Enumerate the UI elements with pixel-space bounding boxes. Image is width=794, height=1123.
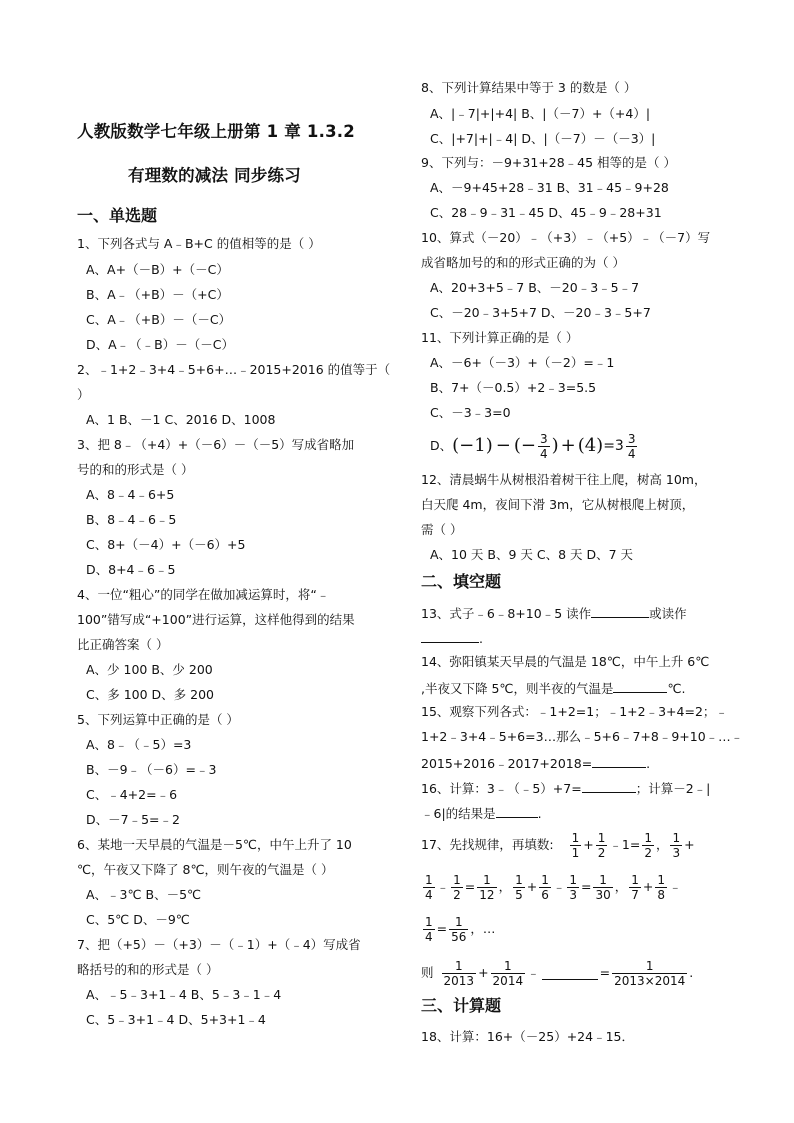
q17-frac-1-12 — [477, 873, 496, 902]
q10-options-cd: C、－20﹣3+5+7 D、－20﹣3﹣5+7 — [430, 305, 651, 320]
q14-stem-cont — [421, 679, 685, 697]
q11-d-frac-num: 3 — [539, 431, 548, 446]
q6-options-cd: C、5℃ D、－9℃ — [86, 912, 190, 927]
q17-num: 1 — [672, 830, 681, 845]
q17-num: 1 — [425, 872, 433, 887]
q5-option-b: B、－9﹣（－6）=﹣3 — [86, 762, 217, 777]
q17-end: . — [689, 965, 694, 980]
q17-blank[interactable] — [542, 966, 598, 980]
q16-blank-2[interactable] — [496, 804, 538, 818]
q17-frac-1-2 — [596, 831, 608, 860]
q11-d-result-fraction — [626, 432, 638, 461]
q16-stem-1b: ；计算－2﹣| — [635, 781, 711, 796]
q17-minus: ﹣ — [552, 879, 566, 894]
q17-den: 4 — [425, 929, 433, 944]
q17-den: 1 — [571, 845, 580, 860]
q8-options-cd: C、|+7|+|﹣4| D、|（－7）－（－3）| — [430, 131, 656, 146]
q1-stem: 1、下列各式与 A﹣B+C 的值相等的是（ ） — [77, 236, 321, 251]
q17-plus: + — [642, 879, 654, 894]
q16-blank-1[interactable] — [582, 779, 636, 793]
q17-frac-1-6 — [539, 873, 551, 902]
q17-frac-1-30 — [593, 873, 612, 902]
q11-d-frac-den: 4 — [539, 446, 548, 461]
q3-option-b: B、8﹣4﹣6﹣5 — [86, 512, 177, 527]
q13-stem-cont — [421, 629, 483, 647]
q17-num: 1 — [491, 959, 526, 974]
q8-stem: 8、下列计算结果中等于 3 的数是（ ） — [421, 80, 637, 95]
q7-stem-cont: 略括号的和的形式是（ ） — [77, 962, 219, 977]
q7-options-cd: C、5﹣3+1﹣4 D、5+3+1﹣4 — [86, 1012, 266, 1027]
q14-blank[interactable] — [613, 679, 667, 693]
q7-stem: 7、把（+5）－（+3）－（﹣1）+（﹣4）写成省 — [77, 937, 361, 952]
q11-d-close: ) — [551, 435, 559, 456]
section-fill-in: 二、填空题 — [421, 572, 502, 591]
q16-stem-cont — [421, 804, 542, 822]
q17-eq: = — [599, 965, 611, 980]
q17-den: 2 — [644, 845, 652, 860]
q17-row-1 — [421, 828, 695, 862]
q2-stem-cont: ） — [77, 387, 90, 402]
q14-stem: 14、弥阳镇某天早晨的气温是 18℃，中午上升 6℃ — [421, 654, 710, 669]
q17-num: 1 — [425, 914, 433, 929]
page-subtitle: 有理数的减法 同步练习 — [128, 166, 301, 185]
q5-option-a: A、8﹣（﹣5）=3 — [86, 737, 192, 752]
q17-num: 1 — [569, 872, 577, 887]
q4-stem: 4、一位“粗心”的同学在做加减运算时，将“﹣ — [77, 587, 330, 602]
q12-options: A、10 天 B、9 天 C、8 天 D、7 天 — [430, 547, 634, 562]
q15-stem-3a: 2015+2016﹣2017+2018= — [421, 756, 593, 771]
q11-d-equals: =3 — [603, 438, 624, 454]
q17-minus: ﹣ — [436, 879, 450, 894]
q6-options-ab: A、﹣3℃ B、－5℃ — [86, 887, 202, 902]
q3-option-d: D、8+4﹣6﹣5 — [86, 562, 176, 577]
q17-eq: = — [436, 921, 448, 936]
q17-num: 1 — [631, 872, 639, 887]
q17-num: 1 — [644, 830, 652, 845]
q17-minus-one-eq: ﹣1= — [609, 837, 641, 852]
q15-stem-3b: . — [646, 756, 651, 771]
q18-stem: 18、计算：16+（－25）+24﹣15． — [421, 1029, 634, 1044]
q11-d-term-a: (−1) — [452, 435, 493, 456]
q17-num: 1 — [657, 872, 666, 887]
q17-den: 2014 — [492, 973, 524, 988]
q17-num: 1 — [515, 872, 523, 887]
q16-stem-2b: . — [537, 806, 542, 821]
q17-row-2 — [421, 870, 682, 904]
q17-den: 7 — [631, 887, 639, 902]
q17-den: 12 — [479, 887, 495, 902]
q17-den: 6 — [541, 887, 549, 902]
q11-d-fraction — [538, 432, 550, 461]
q3-stem-cont: 号的和的形式是（ ） — [77, 462, 194, 477]
q17-frac-1-4b — [423, 915, 435, 944]
q17-frac-1-2b — [642, 831, 654, 860]
q10-stem-cont: 成省略加号的和的形式正确的为（ ） — [421, 255, 625, 270]
section-calculation: 三、计算题 — [421, 996, 502, 1015]
q17-eq: = — [464, 879, 476, 894]
q17-den: 8 — [657, 887, 666, 902]
q15-stem: 15、观察下列各式：﹣1+2=1；﹣1+2﹣3+4=2；﹣ — [421, 704, 728, 719]
q15-stem-cont2 — [421, 754, 650, 772]
q13-stem-a: 13、式子﹣6﹣8+10﹣5 读作 — [421, 606, 592, 621]
q4-options-ab: A、少 100 B、少 200 — [86, 662, 213, 677]
q17-num: 1 — [612, 959, 687, 974]
q17-stem: 17、先找规律，再填数: — [421, 837, 554, 852]
q17-den: 56 — [451, 929, 467, 944]
q17-den: 4 — [425, 887, 433, 902]
q11-option-b: B、7+（－0.5）+2﹣3=5.5 — [430, 380, 597, 395]
q11-d-res-num: 3 — [627, 431, 636, 446]
q13-stem-b: 或读作 — [649, 606, 687, 621]
q2-options: A、1 B、－1 C、2016 D、1008 — [86, 412, 276, 427]
q12-stem-cont2: 需（ ） — [421, 522, 463, 537]
q13-stem — [421, 604, 687, 622]
q11-d-res-den: 4 — [627, 446, 636, 461]
q17-den: 2013×2014 — [614, 973, 686, 988]
q13-end: . — [479, 631, 483, 646]
q17-den: 3 — [672, 845, 681, 860]
q14-stem-2a: ,半夜又下降 5℃，则半夜的气温是 — [421, 681, 614, 696]
q17-plus: + — [478, 965, 489, 980]
q17-frac-1-2013 — [442, 959, 477, 988]
q11-d-open: (− — [513, 435, 536, 456]
q1-option-a: A、A+（－B）+（－C） — [86, 262, 229, 277]
q9-options-cd: C、28﹣9﹣31﹣45 D、45﹣9﹣28+31 — [430, 205, 662, 220]
q17-comma: ， — [498, 879, 512, 894]
q11-d-minus: − — [495, 435, 511, 456]
q13-blank-1[interactable] — [591, 604, 649, 618]
q17-den: 2013 — [443, 973, 475, 988]
q5-option-d: D、－7﹣5=﹣2 — [86, 812, 180, 827]
q10-stem: 10、算式（－20）﹣（+3）﹣（+5）﹣（－7）写 — [421, 230, 711, 245]
q11-d-term-c: (4) — [577, 435, 604, 456]
q5-option-c: C、﹣4+2=﹣6 — [86, 787, 178, 802]
q3-option-c: C、8+（－4）+（－6）+5 — [86, 537, 246, 552]
q17-row-3 — [421, 912, 495, 946]
q17-frac-1-5 — [513, 873, 525, 902]
q6-stem-cont: ℃，午夜又下降了 8℃，则午夜的气温是（ ） — [77, 862, 334, 877]
q17-frac-1-8 — [655, 873, 667, 902]
q17-frac-1-3 — [670, 831, 682, 860]
q11-d-plus: + — [560, 435, 576, 456]
q11-option-a: A、－6+（－3）+（－2）=﹣1 — [430, 355, 615, 370]
q17-ze: 则 — [421, 965, 434, 980]
q16-stem — [421, 779, 710, 797]
q17-den: 5 — [515, 887, 523, 902]
q2-stem: 2、﹣1+2﹣3+4﹣5+6+…﹣2015+2016 的值等于（ — [77, 362, 391, 377]
page-title: 人教版数学七年级上册第 1 章 1.3.2 — [77, 122, 355, 141]
q17-frac-1-prod — [612, 959, 687, 988]
q17-den: 2 — [453, 887, 461, 902]
q17-frac-1-1 — [570, 831, 582, 860]
q17-num: 1 — [571, 830, 580, 845]
q17-plus: + — [526, 879, 538, 894]
q12-stem: 12、清晨蜗牛从树根沿着树干往上爬，树高 10m， — [421, 472, 707, 487]
q4-stem-cont2: 比正确答案（ ） — [77, 637, 169, 652]
q11-stem: 11、下列计算正确的是（ ） — [421, 330, 579, 345]
q17-plus: + — [684, 837, 695, 852]
q17-row-4 — [421, 956, 693, 990]
q14-stem-2b: ℃. — [667, 681, 686, 696]
q1-option-b: B、A﹣（+B）－（+C） — [86, 287, 229, 302]
q7-options-ab: A、﹣5﹣3+1﹣4 B、5﹣3﹣1﹣4 — [86, 987, 282, 1002]
q15-blank[interactable] — [592, 754, 646, 768]
q17-frac-1-2c — [451, 873, 463, 902]
q17-frac-1-56 — [449, 915, 468, 944]
q17-frac-1-7 — [629, 873, 641, 902]
q3-option-a: A、8﹣4﹣6+5 — [86, 487, 175, 502]
q17-den: 30 — [595, 887, 611, 902]
q1-option-c: C、A﹣（+B）－（－C） — [86, 312, 232, 327]
q17-minus: ﹣ — [669, 879, 682, 894]
q17-num: 1 — [541, 872, 549, 887]
q11-d-prefix: D、 — [430, 438, 453, 453]
q17-den: 3 — [569, 887, 577, 902]
q17-frac-1-2014 — [491, 959, 526, 988]
q4-options-cd: C、多 100 D、多 200 — [86, 687, 214, 702]
q5-stem: 5、下列运算中正确的是（ ） — [77, 712, 239, 727]
q13-blank-2[interactable] — [421, 629, 479, 643]
q17-num: 1 — [453, 872, 461, 887]
q17-num: 1 — [449, 915, 468, 930]
q9-options-ab: A、－9+45+28﹣31 B、31﹣45﹣9+28 — [430, 180, 669, 195]
q12-stem-cont: 白天爬 4m，夜间下滑 3m，它从树根爬上树顶， — [421, 497, 695, 512]
q9-stem: 9、下列与：－9+31+28﹣45 相等的是（ ） — [421, 155, 677, 170]
q15-stem-cont: 1+2﹣3+4﹣5+6=3…那么﹣5+6﹣7+8﹣9+10﹣…﹣ — [421, 729, 744, 744]
q17-num: 1 — [597, 830, 606, 845]
q3-stem: 3、把 8﹣（+4）+（－6）－（－5）写成省略加 — [77, 437, 355, 452]
q16-stem-2a: ﹣6|的结果是 — [421, 806, 496, 821]
q10-options-ab: A、20+3+5﹣7 B、－20﹣3﹣5﹣7 — [430, 280, 640, 295]
q4-stem-cont: 100”错写成“+100”进行运算，这样他得到的结果 — [77, 612, 355, 627]
q8-options-ab: A、|﹣7|+|+4| B、|（－7）+（+4）| — [430, 106, 651, 121]
q17-num: 1 — [442, 959, 477, 974]
q1-option-d: D、A﹣（﹣B）－（－C） — [86, 337, 234, 352]
q17-plus: + — [583, 837, 594, 852]
q17-num: 1 — [593, 873, 612, 888]
q11-option-d — [430, 429, 639, 463]
section-single-choice: 一、单选题 — [77, 206, 158, 225]
q17-comma: ， — [614, 879, 628, 894]
q17-frac-1-4 — [423, 873, 435, 902]
q17-comma: ， — [655, 837, 669, 852]
q17-minus: ﹣ — [527, 965, 540, 980]
q6-stem: 6、某地一天早晨的气温是－5℃，中午上升了 10 — [77, 837, 352, 852]
q17-den: 2 — [597, 845, 606, 860]
q17-eq: = — [581, 879, 592, 894]
q11-option-c: C、－3﹣3=0 — [430, 405, 511, 420]
q16-stem-1a: 16、计算：3﹣（﹣5）+7= — [421, 781, 582, 796]
q17-frac-1-3b — [567, 873, 579, 902]
q17-ellipsis: ，… — [470, 921, 496, 936]
q17-num: 1 — [477, 873, 496, 888]
